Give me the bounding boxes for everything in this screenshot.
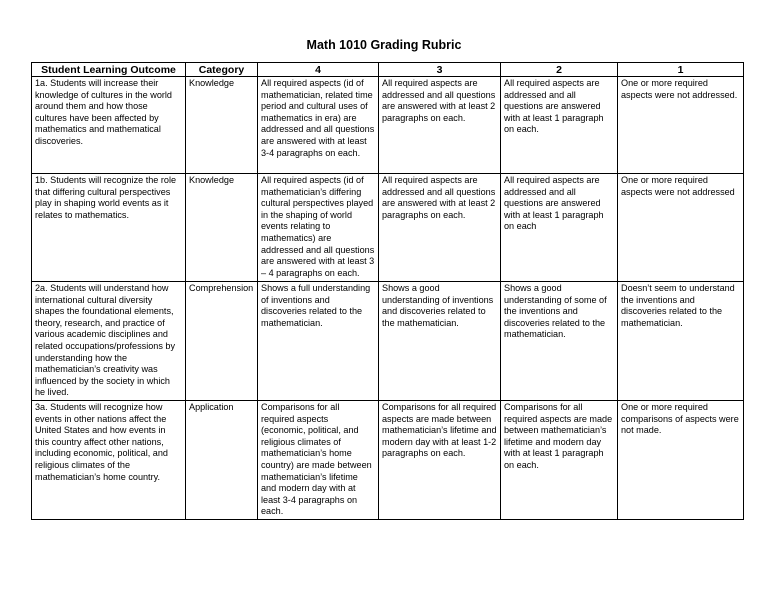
header-score-2: 2 — [501, 63, 618, 77]
category-cell: Knowledge — [186, 174, 258, 282]
header-score-4: 4 — [258, 63, 379, 77]
header-outcome: Student Learning Outcome — [32, 63, 186, 77]
score-2-cell: All required aspects are addressed and all questions are answered with at least 1 paragraph on each — [501, 174, 618, 282]
outcome-cell: 1b. Students will recognize the role that differing cultural perspectives play in shaping world events as it relates to mathematics. — [32, 174, 186, 282]
score-3-cell: All required aspects are addressed and all questions are answered with at least 2 paragraphs on each. — [379, 77, 501, 174]
header-category: Category — [186, 63, 258, 77]
score-3-cell: Comparisons for all required aspects are made between mathematician’s lifetime and modern day with at least 1-2 paragraphs on each. — [379, 400, 501, 519]
outcome-cell: 1a. Students will increase their knowledge of cultures in the world around them and how those cultures have been affected by mathematics and mathematical discoveries. — [32, 77, 186, 174]
document-title: Math 1010 Grading Rubric — [306, 38, 462, 52]
table-row — [32, 400, 744, 519]
table-row — [32, 174, 744, 282]
outcome-cell: 2a. Students will understand how international cultural diversity shapes the foundational elements, theory, research, and practice of various academic disciplines and related occupations/professions by understanding how the mathematician’s creativity was influenced by the society in which he lived. — [32, 282, 186, 401]
score-2-cell: Shows a good understanding of some of the inventions and discoveries related to the mathematician. — [501, 282, 618, 401]
score-4-cell: All required aspects (id of mathematician’s differing cultural perspectives played in the shaping of world events relating to mathematics) are addressed and all questions are answered with at least 3 – 4 paragraphs on each. — [258, 174, 379, 282]
category-cell: Knowledge — [186, 77, 258, 174]
score-2-cell: All required aspects are addressed and all questions are answered with at least 1 paragraph on each. — [501, 77, 618, 174]
score-1-cell: Doesn’t seem to understand the inventions and discoveries related to the mathematician. — [618, 282, 744, 401]
score-4-cell: Comparisons for all required aspects (economic, political, and religious climates of mathematician’s home country) are made between mathematician’s lifetime and modern day with at least 3-4 paragraphs on each. — [258, 400, 379, 519]
score-2-cell: Comparisons for all required aspects are made between mathematician’s lifetime and modern day with at least 1 paragraph on each. — [501, 400, 618, 519]
outcome-cell: 3a. Students will recognize how events in other nations affect the United States and how events in this country affect other nations, including economic, political, and religious climates of the mathematician’s home country. — [32, 400, 186, 519]
table-row — [32, 77, 744, 174]
score-1-cell: One or more required comparisons of aspects were not made. — [618, 400, 744, 519]
score-1-cell: One or more required aspects were not addressed. — [618, 77, 744, 174]
category-cell: Application — [186, 400, 258, 519]
score-1-cell: One or more required aspects were not addressed — [618, 174, 744, 282]
header-row — [32, 63, 744, 77]
grading-rubric-table — [31, 62, 744, 520]
category-cell: Comprehension — [186, 282, 258, 401]
header-score-3: 3 — [379, 63, 501, 77]
score-4-cell: Shows a full understanding of inventions and discoveries related to the mathematician. — [258, 282, 379, 401]
score-3-cell: All required aspects are addressed and all questions are answered with at least 2 paragraphs on each. — [379, 174, 501, 282]
header-score-1: 1 — [618, 63, 744, 77]
table-row — [32, 282, 744, 401]
score-4-cell: All required aspects (id of mathematician, related time period and cultural uses of mathematics in era) are addressed and all questions are answered with at least 3-4 paragraphs on each. — [258, 77, 379, 174]
score-3-cell: Shows a good understanding of inventions and discoveries related to the mathematician. — [379, 282, 501, 401]
